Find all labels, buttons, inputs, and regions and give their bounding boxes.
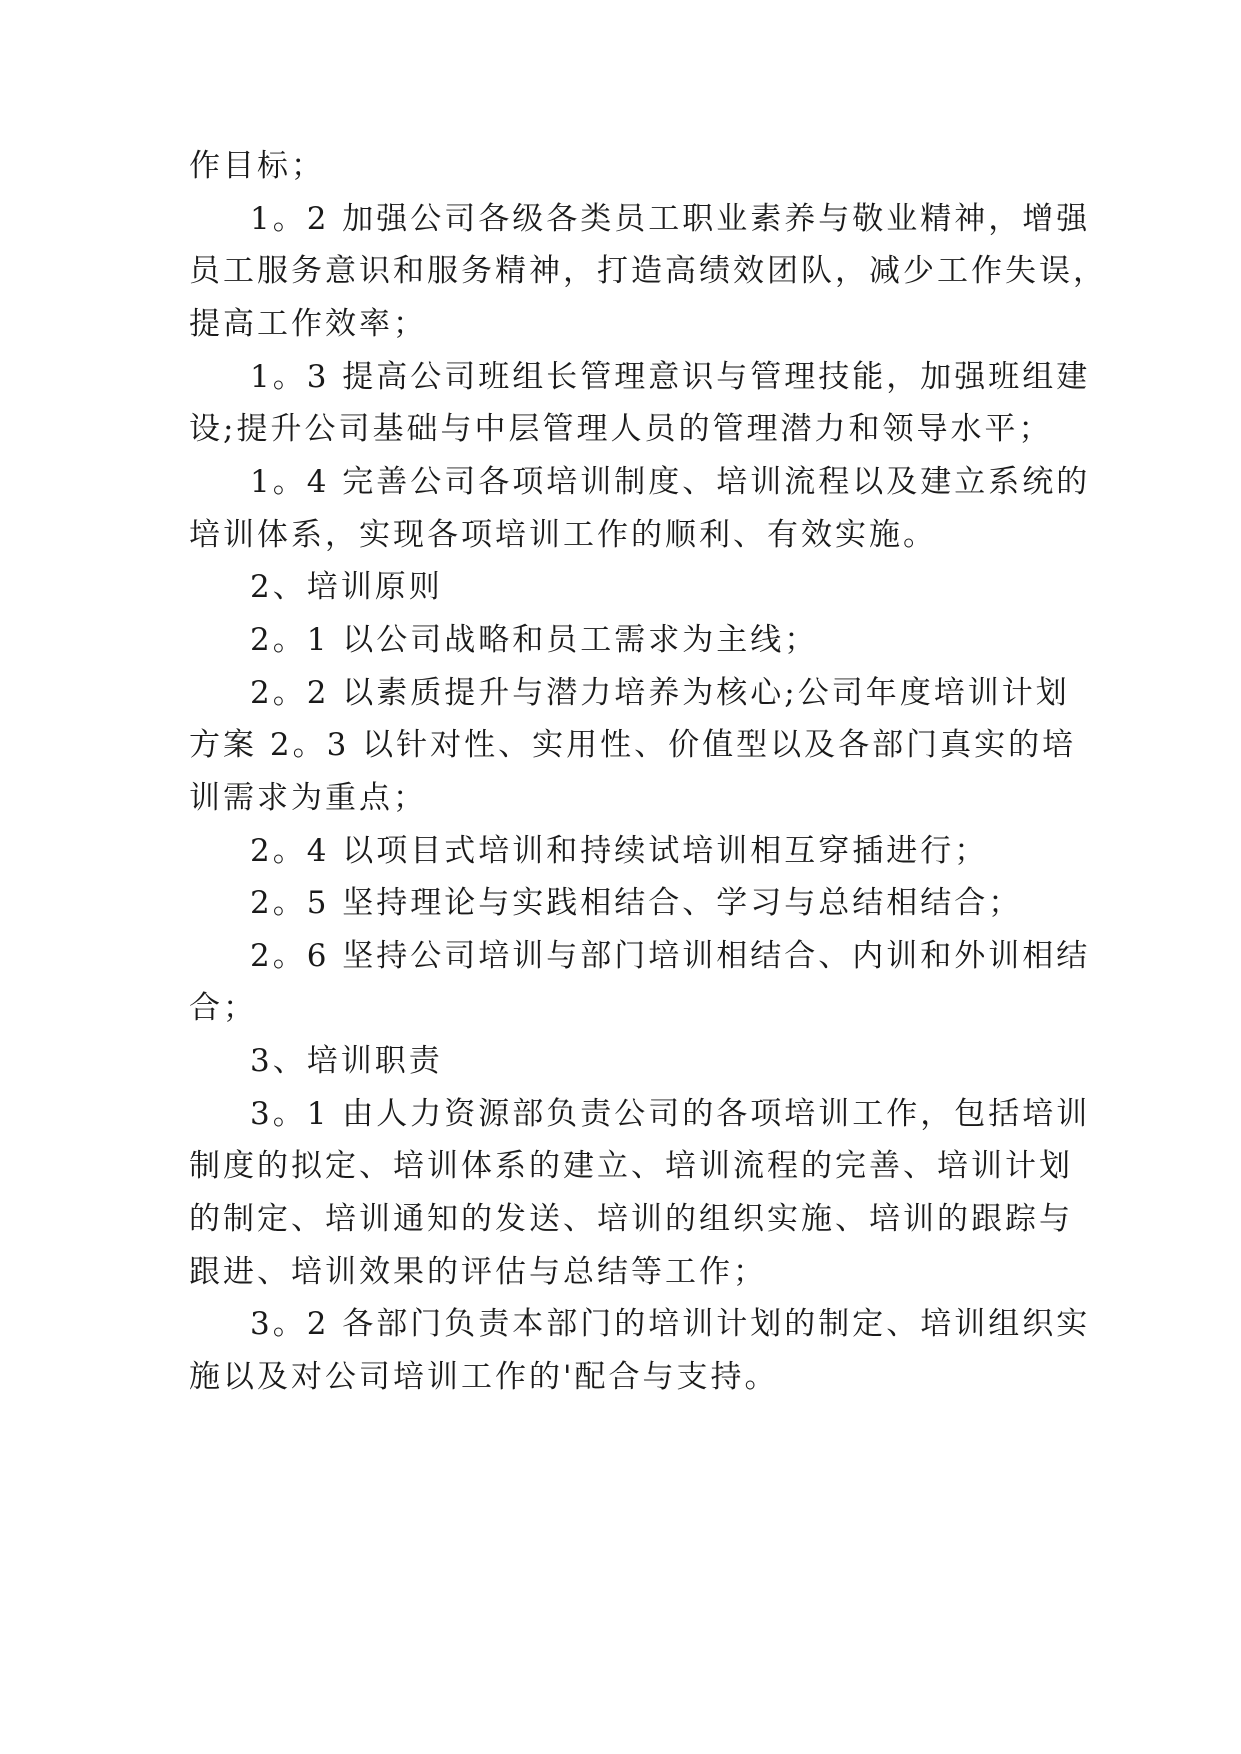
text-line: 合； <box>189 990 257 1026</box>
text-line: 1。2 加强公司各级各类员工职业素养与敬业精神，增强 <box>250 201 1091 237</box>
text-line: 2。4 以项目式培训和持续试培训相互穿插进行； <box>250 833 989 869</box>
text-line: 方案 2。3 以针对性、实用性、价值型以及各部门真实的培 <box>189 727 1077 763</box>
text-line: 2。1 以公司战略和员工需求为主线； <box>250 622 819 658</box>
text-line: 员工服务意识和服务精神，打造高绩效团队，减少工作失误， <box>189 253 1107 289</box>
text-line: 提高工作效率； <box>189 306 427 342</box>
section-heading: 3、培训职责 <box>250 1043 443 1079</box>
text-line: 培训体系，实现各项培训工作的顺利、有效实施。 <box>189 517 937 553</box>
section-heading: 2、培训原则 <box>250 569 443 605</box>
text-line: 作目标； <box>189 148 325 184</box>
text-line: 3。2 各部门负责本部门的培训计划的制定、培训组织实 <box>250 1306 1091 1342</box>
text-line: 1。4 完善公司各项培训制度、培训流程以及建立系统的 <box>250 464 1091 500</box>
text-line: 训需求为重点； <box>189 780 427 816</box>
text-line: 3。1 由人力资源部负责公司的各项培训工作，包括培训 <box>250 1096 1091 1132</box>
text-line: 1。3 提高公司班组长管理意识与管理技能，加强班组建 <box>250 359 1091 395</box>
text-line: 2。2 以素质提升与潜力培养为核心;公司年度培训计划 <box>250 675 1070 711</box>
text-line: 2。5 坚持理论与实践相结合、学习与总结相结合； <box>250 885 1023 921</box>
text-line: 制度的拟定、培训体系的建立、培训流程的完善、培训计划 <box>189 1148 1073 1184</box>
text-line: 设;提升公司基础与中层管理人员的管理潜力和领导水平； <box>189 411 1053 447</box>
text-line: 2。6 坚持公司培训与部门培训相结合、内训和外训相结 <box>250 938 1091 974</box>
text-line: 的制定、培训通知的发送、培训的组织实施、培训的跟踪与 <box>189 1201 1073 1237</box>
text-line: 跟进、培训效果的评估与总结等工作； <box>189 1254 767 1290</box>
text-line: 施以及对公司培训工作的'配合与支持。 <box>189 1359 779 1395</box>
